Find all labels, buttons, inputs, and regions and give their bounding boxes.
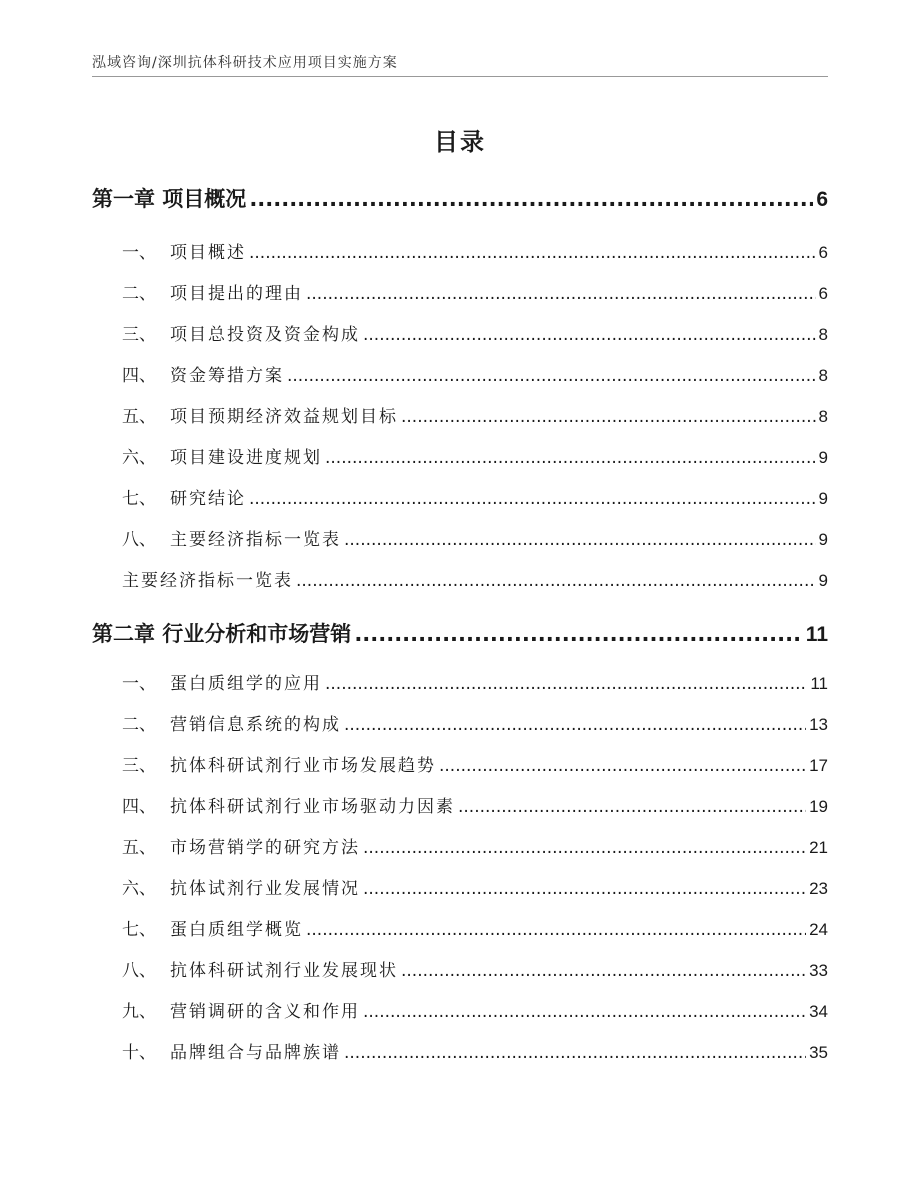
page-number: 9 bbox=[818, 489, 828, 508]
header-rule bbox=[92, 76, 828, 77]
page-number: 6 bbox=[816, 188, 828, 211]
dot-leader bbox=[344, 705, 806, 746]
dot-leader bbox=[363, 315, 816, 356]
toc-entry[interactable] bbox=[92, 827, 828, 868]
running-header: 泓域咨询/深圳抗体科研技术应用项目实施方案 bbox=[92, 55, 398, 71]
section-number: 二、 bbox=[122, 715, 156, 735]
dot-leader bbox=[363, 869, 806, 910]
page-number: 8 bbox=[818, 366, 828, 385]
page-number: 6 bbox=[818, 243, 828, 262]
toc-entry[interactable] bbox=[92, 437, 828, 478]
toc-entry[interactable] bbox=[92, 478, 828, 519]
section-number: 一、 bbox=[122, 243, 156, 263]
section-title: 品牌组合与品牌族谱 bbox=[170, 1043, 341, 1063]
page-number: 13 bbox=[809, 715, 828, 734]
section-number: 三、 bbox=[122, 325, 156, 345]
chapter-label: 第一章 项目概况 bbox=[92, 187, 247, 211]
section-number: 五、 bbox=[122, 838, 156, 858]
toc-entry[interactable] bbox=[92, 396, 828, 437]
page-number: 24 bbox=[809, 920, 828, 939]
page-number: 11 bbox=[810, 674, 828, 693]
section-title: 项目概述 bbox=[170, 243, 246, 263]
section-title: 抗体试剂行业发展情况 bbox=[170, 879, 360, 899]
section-number: 五、 bbox=[122, 407, 156, 427]
dot-leader bbox=[363, 828, 806, 869]
chapter-label: 第二章 行业分析和市场营销 bbox=[92, 622, 352, 646]
toc-entry[interactable] bbox=[92, 663, 828, 704]
section-number: 四、 bbox=[122, 366, 156, 386]
section-title: 研究结论 bbox=[170, 489, 246, 509]
page-number: 9 bbox=[818, 530, 828, 549]
page-number: 21 bbox=[809, 838, 828, 857]
toc-entry[interactable] bbox=[92, 950, 828, 991]
dot-leader bbox=[249, 233, 816, 274]
page-number: 9 bbox=[818, 448, 828, 467]
page-number: 8 bbox=[818, 325, 828, 344]
page-number: 33 bbox=[809, 961, 828, 980]
dot-leader bbox=[306, 274, 816, 315]
section-number: 八、 bbox=[122, 530, 156, 550]
section-title: 项目预期经济效益规划目标 bbox=[170, 407, 398, 427]
section-number: 六、 bbox=[122, 448, 156, 468]
section-number: 九、 bbox=[122, 1002, 156, 1022]
section-title: 资金筹措方案 bbox=[170, 366, 284, 386]
dot-leader bbox=[325, 438, 816, 479]
toc-title: 目录 bbox=[434, 128, 486, 156]
section-number: 二、 bbox=[122, 284, 156, 304]
toc-entry[interactable] bbox=[92, 868, 828, 909]
section-title: 市场营销学的研究方法 bbox=[170, 838, 360, 858]
section-number: 四、 bbox=[122, 797, 156, 817]
page-number: 34 bbox=[809, 1002, 828, 1021]
toc-entry[interactable] bbox=[92, 786, 828, 827]
toc-entry[interactable] bbox=[92, 232, 828, 273]
section-title: 项目总投资及资金构成 bbox=[170, 325, 360, 345]
page-number: 17 bbox=[809, 756, 828, 775]
table-of-contents bbox=[92, 178, 828, 1073]
page-number: 35 bbox=[809, 1043, 828, 1062]
page-number: 11 bbox=[805, 623, 828, 646]
toc-entry[interactable] bbox=[92, 745, 828, 786]
section-title: 蛋白质组学概览 bbox=[170, 920, 303, 940]
toc-entry[interactable] bbox=[92, 1032, 828, 1073]
section-title: 抗体科研试剂行业市场发展趋势 bbox=[170, 756, 436, 776]
section-number: 八、 bbox=[122, 961, 156, 981]
section-title: 抗体科研试剂行业发展现状 bbox=[170, 961, 398, 981]
section-title: 营销信息系统的构成 bbox=[170, 715, 341, 735]
section-number: 十、 bbox=[122, 1043, 156, 1063]
dot-leader bbox=[325, 664, 807, 705]
page-number: 23 bbox=[809, 879, 828, 898]
dot-leader bbox=[296, 561, 816, 602]
page-number: 9 bbox=[818, 571, 828, 590]
dot-leader bbox=[344, 1033, 806, 1074]
toc-entry[interactable] bbox=[92, 519, 828, 560]
dot-leader bbox=[401, 397, 816, 438]
dot-leader bbox=[401, 951, 806, 992]
dot-leader bbox=[354, 613, 802, 655]
dot-leader bbox=[458, 787, 806, 828]
dot-leader bbox=[287, 356, 816, 397]
section-title: 主要经济指标一览表 bbox=[170, 530, 341, 550]
toc-chapter-1[interactable] bbox=[92, 178, 828, 220]
section-number: 七、 bbox=[122, 489, 156, 509]
section-title: 营销调研的含义和作用 bbox=[170, 1002, 360, 1022]
toc-entry[interactable] bbox=[92, 909, 828, 950]
toc-entry[interactable] bbox=[92, 314, 828, 355]
section-title: 主要经济指标一览表 bbox=[122, 571, 293, 591]
toc-entry[interactable] bbox=[92, 704, 828, 745]
section-number: 三、 bbox=[122, 756, 156, 776]
section-title: 项目提出的理由 bbox=[170, 284, 303, 304]
dot-leader bbox=[439, 746, 806, 787]
section-title: 蛋白质组学的应用 bbox=[170, 674, 322, 694]
dot-leader bbox=[344, 520, 816, 561]
page-number: 6 bbox=[818, 284, 828, 303]
dot-leader bbox=[306, 910, 806, 951]
toc-entry[interactable] bbox=[92, 991, 828, 1032]
toc-entry[interactable] bbox=[92, 273, 828, 314]
section-number: 七、 bbox=[122, 920, 156, 940]
section-number: 一、 bbox=[122, 674, 156, 694]
page-number: 8 bbox=[818, 407, 828, 426]
toc-entry[interactable] bbox=[92, 355, 828, 396]
page-number: 19 bbox=[809, 797, 828, 816]
section-title: 抗体科研试剂行业市场驱动力因素 bbox=[170, 797, 455, 817]
section-number: 六、 bbox=[122, 879, 156, 899]
dot-leader bbox=[363, 992, 806, 1033]
section-title: 项目建设进度规划 bbox=[170, 448, 322, 468]
dot-leader bbox=[249, 479, 816, 520]
dot-leader bbox=[249, 178, 813, 220]
toc-entry[interactable] bbox=[92, 560, 828, 601]
toc-chapter-2[interactable] bbox=[92, 613, 828, 655]
